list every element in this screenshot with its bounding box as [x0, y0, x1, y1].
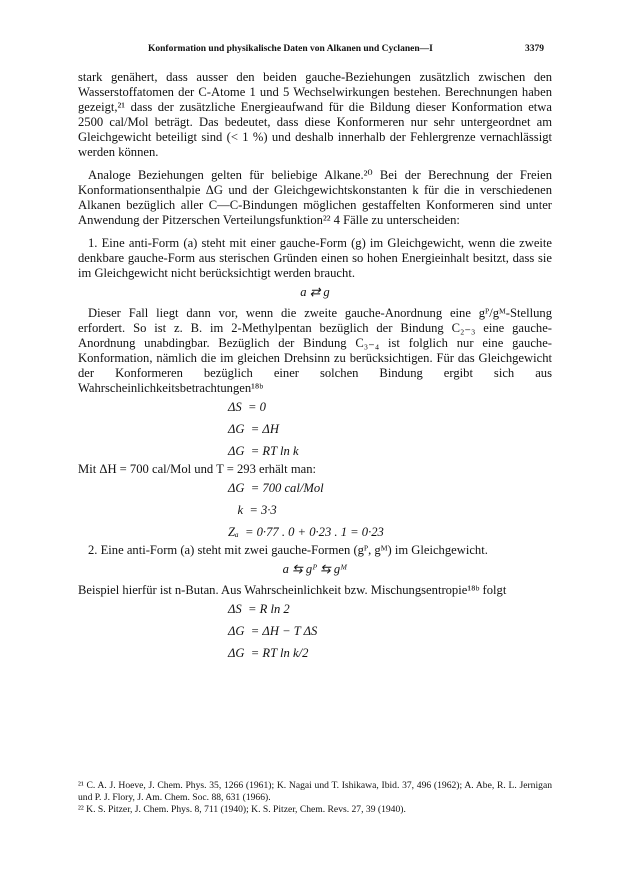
equation-delta-g-h-ts: ΔG = ΔH − T ΔS	[228, 624, 318, 638]
paragraph-4: Dieser Fall liegt dann vor, wenn die zweite gauche-Anordnung eine gᴾ/gᴹ-Stellung erfordert. So ist z. B. im 2-Methylpentan bezüglich der Bindung C₂₋₃ eine gauche-Anordnung unabdingbar. Bezüglich der Bindung C₃₋₄ ist folglich nur eine gauche-Konformation, nämlich die im gleichen Drehsinn zu berücksichtigen. Für das Gleichgewicht der Konformeren bezüglich einer solchen Bindung ergibt sich aus Wahrscheinlichkeitsbetrachtungen¹⁸ᵇ	[78, 306, 552, 395]
equation-delta-g-h: ΔG = ΔH	[228, 422, 279, 436]
footnotes	[78, 780, 552, 816]
equilibrium-a-gp-gm: a ⇆ gᴾ ⇆ gᴹ	[282, 562, 348, 576]
page-body	[78, 44, 552, 664]
equation-delta-g-value: ΔG = 700 cal/Mol	[228, 481, 324, 495]
page-number: 3379	[525, 44, 544, 54]
equation-z-value: Zₐ = 0·77 . 0 + 0·23 . 1 = 0·23	[228, 525, 384, 539]
footnote-22: ²² K. S. Pitzer, J. Chem. Phys. 8, 711 (1940); K. S. Pitzer, Chem. Revs. 27, 39 (1940).	[78, 804, 406, 815]
equation-delta-g-rtlnk2: ΔG = RT ln k/2	[228, 646, 309, 660]
paragraph-3: 1. Eine anti-Form (a) steht mit einer gauche-Form (g) im Gleichgewicht, wenn die zweite denkbare gauche-Form aus sterischen Gründen einen so hohen Energieinhalt besitzt, dass sie im Gleichgewicht nicht berücksichtigt werden braucht.	[78, 236, 552, 280]
equation-group-2	[228, 477, 552, 543]
paragraph-5: Mit ΔH = 700 cal/Mol und T = 293 erhält man:	[78, 462, 317, 476]
equation-delta-g-rt: ΔG = RT ln k	[228, 444, 299, 458]
equation-delta-s-rln2: ΔS = R ln 2	[228, 602, 290, 616]
equilibrium-a-g: a ⇄ g	[300, 285, 330, 299]
footnote-21: ²¹ C. A. J. Hoeve, J. Chem. Phys. 35, 1266 (1961); K. Nagai und T. Ishikawa, Ibid. 37, 496 (1962); A. Abe, R. L. Jernigan und P. J. Flory, J. Am. Chem. Soc. 88, 631 (1966).	[78, 780, 552, 803]
running-header	[78, 44, 552, 54]
running-title: Konformation und physikalische Daten von Alkanen und Cyclanen—I	[148, 44, 433, 54]
paragraph-1: stark genähert, dass ausser den beiden gauche-Beziehungen zusätzlich zwischen den Wasserstoffatomen der C-Atome 1 und 5 Wechselwirkungen bestehen. Berechnungen haben gezeigt,²¹ dass der zusätzliche Energieaufwand für die Bildung dieser Konformation etwa 2500 cal/Mol beträgt. Das bedeutet, dass diese Konformeren nur sehr untergeordnet am Gleichgewicht beteiligt sind (< 1 %) und deshalb innerhalb der Fehlergrenze vernachlässigt werden können.	[78, 70, 552, 159]
equation-delta-s: ΔS = 0	[228, 400, 266, 414]
equation-group-1	[228, 396, 552, 462]
paragraph-7: Beispiel hierfür ist n-Butan. Aus Wahrscheinlichkeit bzw. Mischungsentropie¹⁸ᵇ folgt	[78, 583, 507, 597]
equation-k-value: k = 3·3	[228, 503, 277, 517]
equation-group-3	[228, 598, 552, 664]
paragraph-2: Analoge Beziehungen gelten für beliebige Alkane.²⁰ Bei der Berechnung der Freien Konformationsenthalpie ΔG und der Gleichgewichtskonstanten k für die in verschiedenen Alkanen bezüglich aller C—C-Bindungen möglichen gestaffelten Konformeren sind unter Anwendung der Pitzerschen Verteilungsfunktion²² 4 Fälle zu unterscheiden:	[78, 168, 552, 227]
paragraph-6: 2. Eine anti-Form (a) steht mit zwei gauche-Formen (gᴾ, gᴹ) im Gleichgewicht.	[88, 543, 488, 557]
